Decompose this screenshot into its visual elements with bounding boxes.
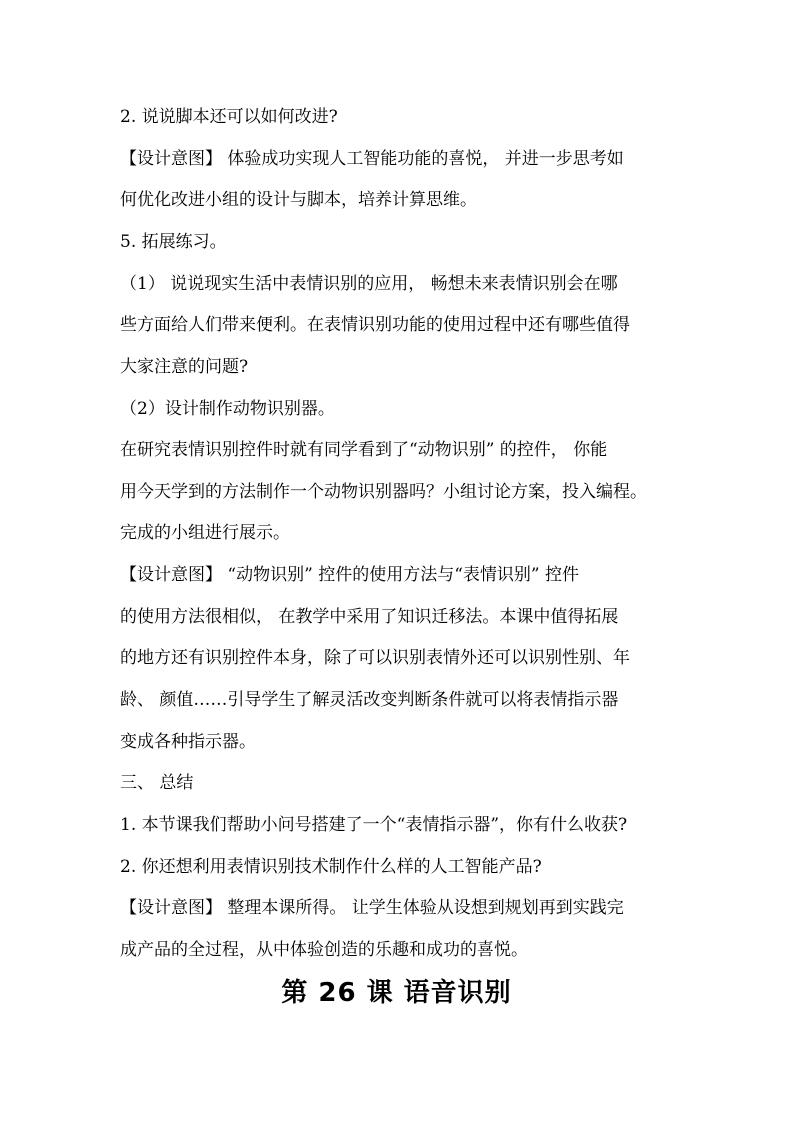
text-line: 的地方还有识别控件本身，除了可以识别表情外还可以识别性别、年 [120, 648, 630, 668]
text-line: 大家注意的问题? [120, 357, 249, 377]
text-line: 在研究表情识别控件时就有同学看到了“动物识别” 的控件， 你能 [120, 440, 608, 460]
text-line: （1） 说说现实生活中表情识别的应用， 畅想未来表情识别会在哪 [120, 274, 618, 294]
text-line: 5. 拓展练习。 [120, 232, 227, 252]
text-line: 完成的小组进行展示。 [120, 523, 290, 543]
text-line: 2. 说说脚本还可以如何改进? [120, 107, 338, 127]
text-line: 的使用方法很相似， 在教学中采用了知识迁移法。本课中值得拓展 [120, 607, 619, 627]
text-line: 何优化改进小组的设计与脚本，培养计算思维。 [120, 190, 477, 210]
text-line: 【设计意图】 整理本课所得。 让学生体验从设想到规划再到实践完 [120, 898, 624, 918]
text-line: 【设计意图】 “动物识别” 控件的使用方法与“表情识别” 控件 [120, 565, 579, 585]
text-line: 1. 本节课我们帮助小问号搭建了一个“表情指示器”，你有什么收获? [120, 815, 628, 835]
text-line: 些方面给人们带来便利。在表情识别功能的使用过程中还有哪些值得 [120, 315, 630, 335]
text-line: 用今天学到的方法制作一个动物识别器吗？小组讨论方案，投入编程。 [120, 482, 647, 502]
lesson-title: 第 26 课 语音识别 [281, 978, 512, 1008]
text-line: 2. 你还想利用表情识别技术制作什么样的人工智能产品? [120, 857, 542, 877]
text-line: 【设计意图】 体验成功实现人工智能功能的喜悦， 并进一步思考如 [120, 149, 624, 169]
text-line: 龄、 颜值……引导学生了解灵活改变判断条件就可以将表情指示器 [120, 690, 619, 710]
text-line: 变成各种指示器。 [120, 732, 256, 752]
text-line: 成产品的全过程，从中体验创造的乐趣和成功的喜悦。 [120, 940, 528, 960]
text-line: （2）设计制作动物识别器。 [120, 399, 335, 419]
section-heading: 三、 总结 [120, 773, 194, 793]
